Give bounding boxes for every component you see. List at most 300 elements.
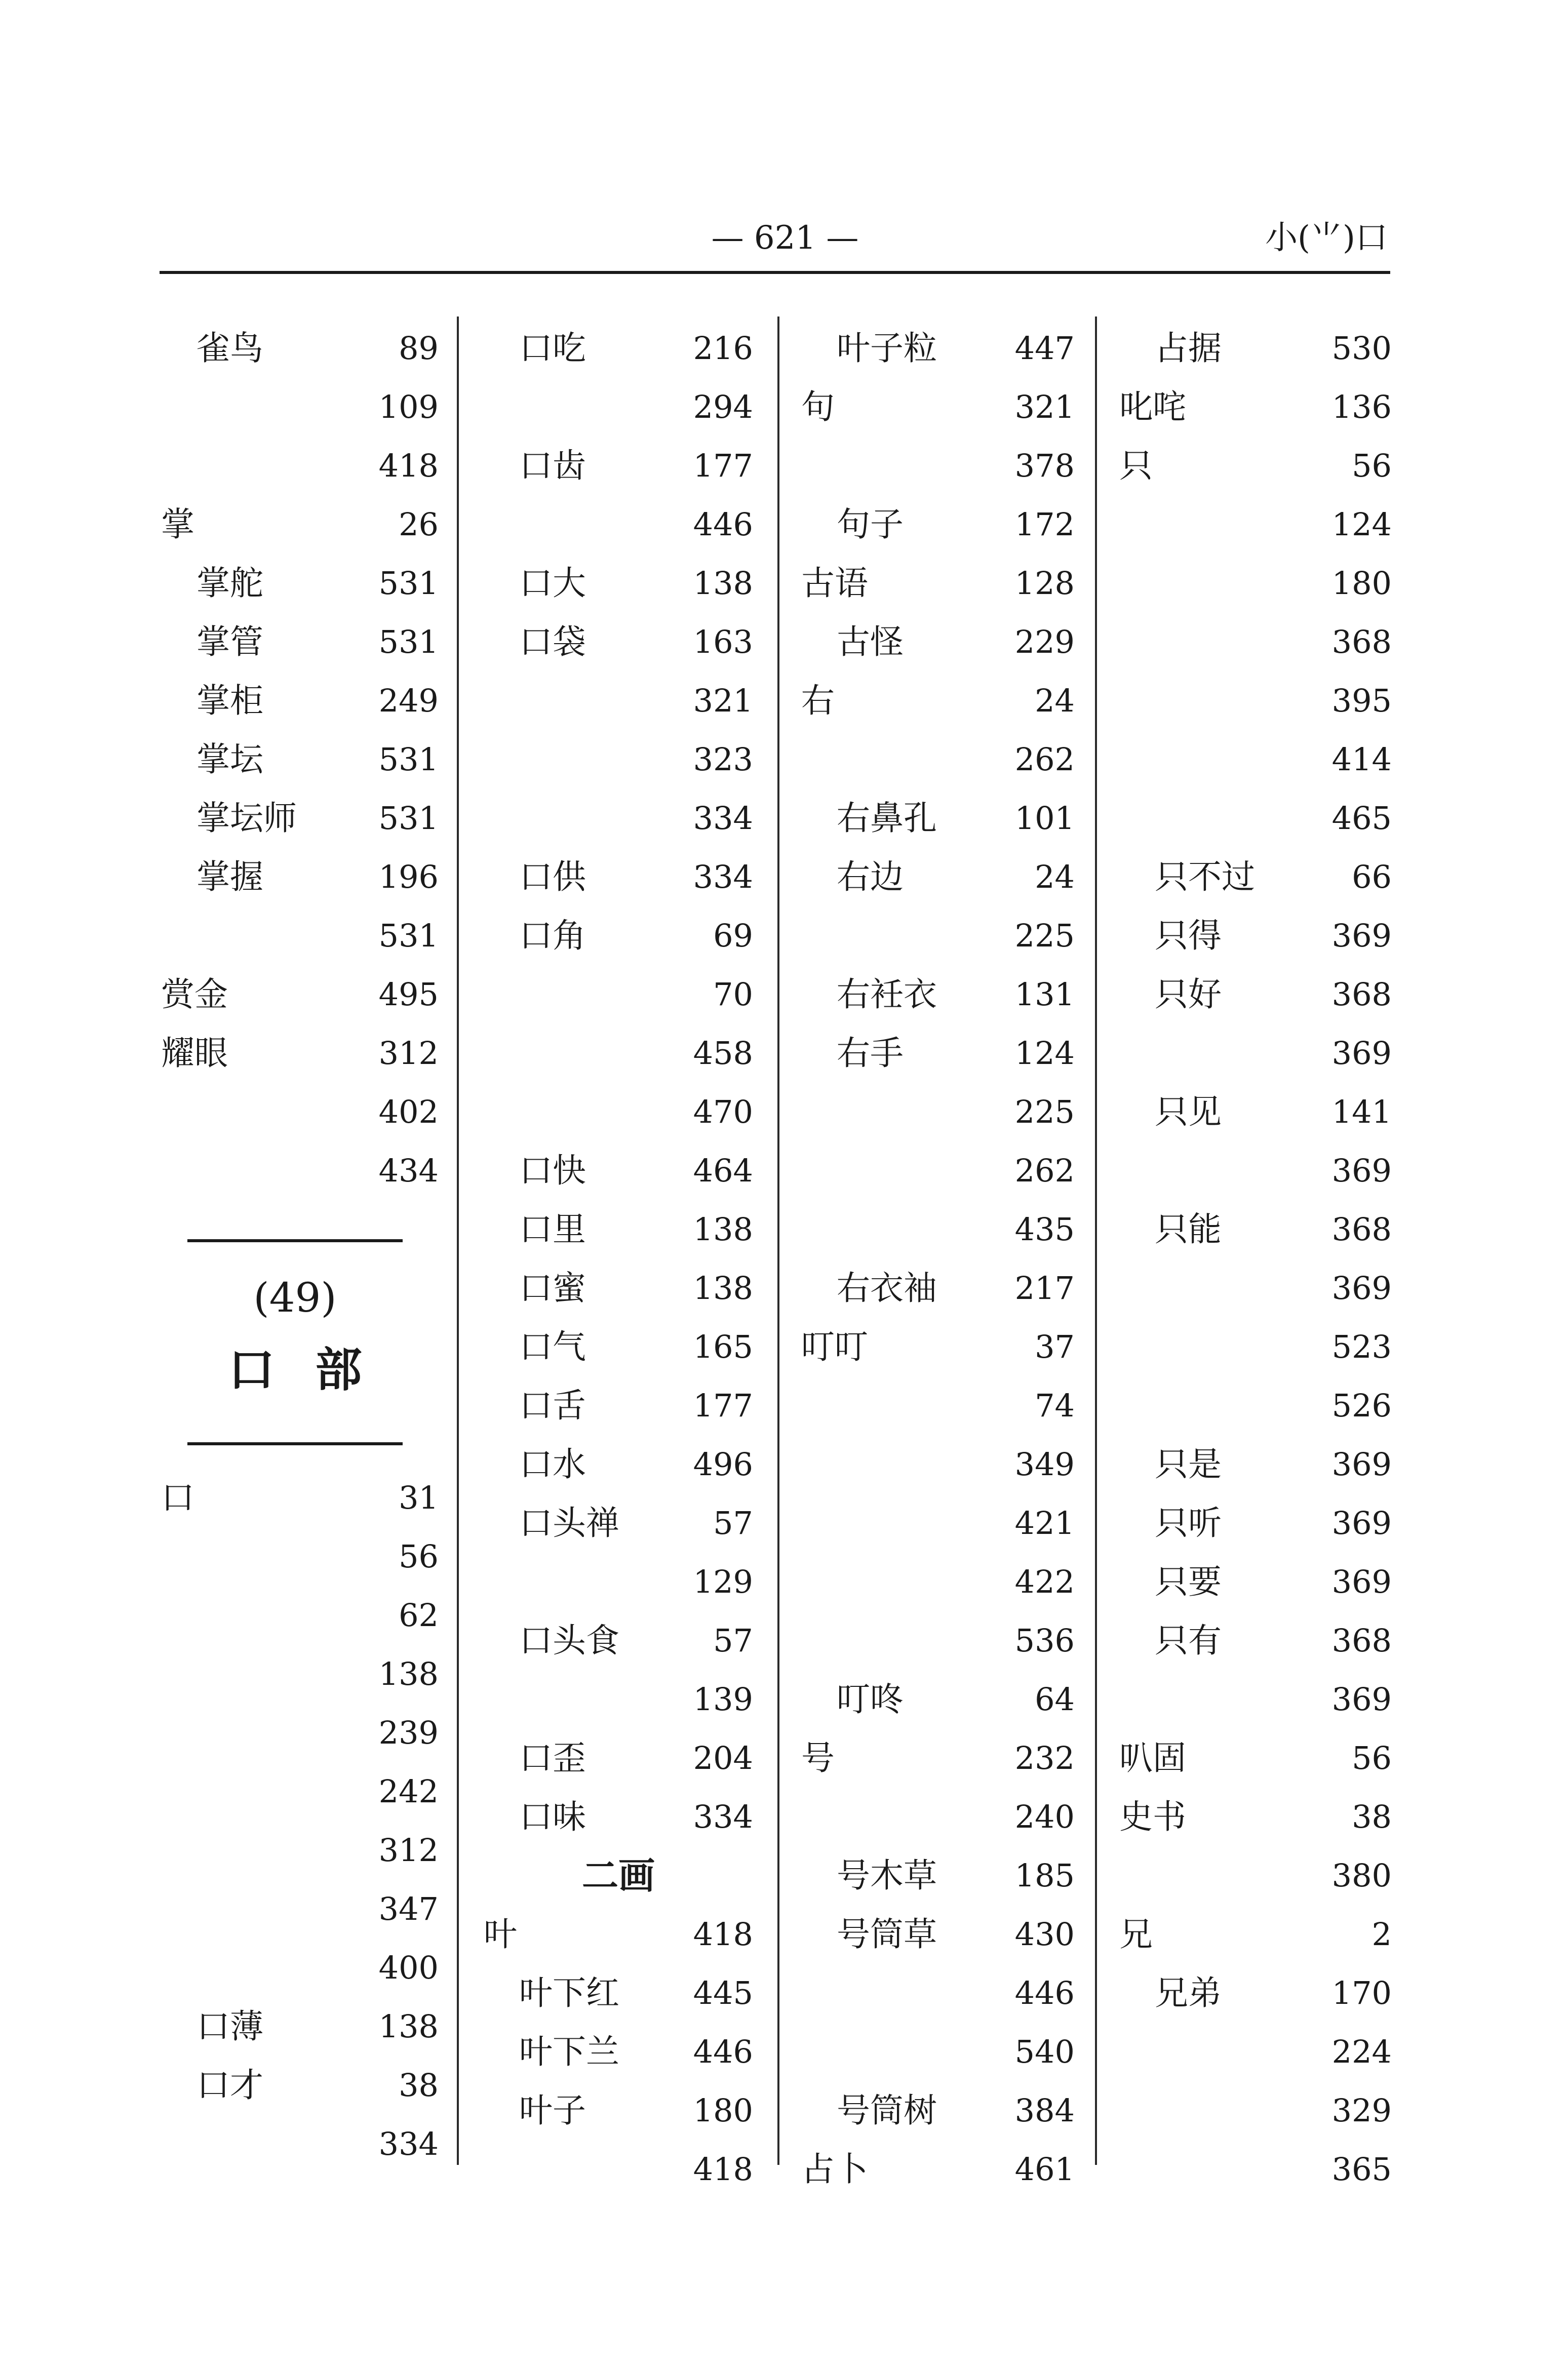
- index-entry: [1119, 1259, 1392, 1318]
- entry-term: 只有: [1155, 1621, 1222, 1660]
- index-entry: [1119, 965, 1392, 1024]
- index-entry: [161, 1527, 439, 1586]
- entry-term: 兄弟: [1155, 1973, 1222, 2012]
- entry-term: 口头食: [519, 1621, 619, 1660]
- entry-page-ref: 369: [1331, 1035, 1392, 1072]
- entry-page-ref: 204: [693, 1740, 753, 1776]
- index-entry: [484, 848, 753, 906]
- index-entry: [801, 2140, 1075, 2199]
- entry-page-ref: 312: [378, 1832, 439, 1869]
- entry-page-ref: 414: [1331, 741, 1392, 778]
- entry-term: 口水: [519, 1445, 586, 1484]
- entry-term: 古语: [801, 564, 868, 603]
- entry-page-ref: 89: [399, 330, 439, 367]
- entry-term: 只得: [1155, 916, 1222, 955]
- entry-page-ref: 334: [693, 1798, 753, 1835]
- index-entry: [1119, 1318, 1392, 1376]
- entry-page-ref: 163: [693, 623, 753, 660]
- entry-page-ref: 224: [1331, 2033, 1392, 2070]
- entry-term: 叮咚: [837, 1680, 904, 1719]
- entry-term: 号筒树: [837, 2091, 937, 2130]
- entry-term: 只是: [1155, 1445, 1222, 1484]
- index-entry: [801, 1494, 1075, 1553]
- entry-page-ref: 368: [1331, 1622, 1392, 1659]
- heading-label: 二画: [581, 1854, 655, 1897]
- index-entry: [1119, 789, 1392, 848]
- index-entry: [801, 1670, 1075, 1729]
- entry-term: 只好: [1155, 975, 1222, 1014]
- entry-term: 口才: [197, 2066, 263, 2105]
- index-entry: [484, 672, 753, 730]
- entry-term: 号木草: [837, 1856, 937, 1895]
- entry-page-ref: 531: [378, 565, 439, 602]
- entry-page-ref: 321: [693, 682, 753, 719]
- entry-page-ref: 446: [1014, 1974, 1075, 2011]
- index-entry: [801, 1788, 1075, 1846]
- entry-page-ref: 435: [1014, 1211, 1075, 1248]
- entry-page-ref: 495: [378, 976, 439, 1013]
- index-column-1-bottom: [161, 1469, 439, 2174]
- index-entry: [801, 554, 1075, 613]
- index-entry: [801, 672, 1075, 730]
- entry-page-ref: 56: [1352, 447, 1392, 484]
- index-column-3: [801, 319, 1075, 2199]
- entry-term: 口吃: [519, 329, 586, 368]
- index-entry: [801, 1553, 1075, 1611]
- entry-page-ref: 400: [378, 1949, 439, 1986]
- entry-term: 只见: [1155, 1092, 1222, 1131]
- entry-term: 口歪: [519, 1739, 586, 1778]
- section-title: 口部: [228, 1342, 403, 1397]
- column-divider: [1095, 317, 1097, 2165]
- entry-page-ref: 70: [713, 976, 753, 1013]
- entry-page-ref: 430: [1014, 1916, 1075, 1953]
- entry-page-ref: 465: [1331, 800, 1392, 837]
- index-entry: [801, 1376, 1075, 1435]
- index-entry: [801, 319, 1075, 378]
- entry-page-ref: 540: [1014, 2033, 1075, 2070]
- index-entry: [484, 1788, 753, 1846]
- entry-page-ref: 217: [1014, 1270, 1075, 1307]
- index-entry: [161, 1880, 439, 1939]
- entry-page-ref: 37: [1035, 1328, 1075, 1365]
- page-number: — 621 —: [711, 219, 859, 257]
- entry-page-ref: 369: [1331, 1152, 1392, 1189]
- entry-page-ref: 180: [1331, 565, 1392, 602]
- entry-term: 右鼻孔: [837, 799, 937, 838]
- index-entry: [161, 1469, 439, 1527]
- entry-page-ref: 262: [1014, 1152, 1075, 1189]
- index-entry: [161, 1939, 439, 1997]
- entry-term: 口供: [519, 857, 586, 896]
- entry-page-ref: 180: [693, 2092, 753, 2129]
- entry-term: 口舌: [519, 1386, 586, 1425]
- entry-page-ref: 496: [693, 1446, 753, 1483]
- entry-page-ref: 138: [693, 565, 753, 602]
- index-entry: [801, 613, 1075, 672]
- entry-page-ref: 172: [1014, 506, 1075, 543]
- index-entry: [161, 1997, 439, 2056]
- index-entry: [1119, 906, 1392, 965]
- entry-term: 掌坛师: [197, 799, 297, 838]
- entry-page-ref: 64: [1035, 1681, 1075, 1718]
- entry-page-ref: 138: [378, 2008, 439, 2045]
- entry-page-ref: 368: [1331, 976, 1392, 1013]
- index-entry: [801, 378, 1075, 437]
- entry-page-ref: 369: [1331, 1563, 1392, 1600]
- index-entry: [1119, 1376, 1392, 1435]
- entry-term: 叭固: [1119, 1739, 1186, 1778]
- entry-page-ref: 124: [1331, 506, 1392, 543]
- entry-page-ref: 434: [378, 1152, 439, 1189]
- entry-term: 掌柜: [197, 681, 263, 720]
- entry-term: 口齿: [519, 446, 586, 485]
- index-entry: [1119, 1964, 1392, 2023]
- entry-page-ref: 109: [378, 388, 439, 425]
- entry-page-ref: 334: [378, 2125, 439, 2162]
- entry-page-ref: 380: [1331, 1857, 1392, 1894]
- index-entry: [484, 906, 753, 965]
- column-divider: [457, 317, 459, 2165]
- entry-term: 耀眼: [161, 1034, 228, 1073]
- index-entry: [484, 1435, 753, 1494]
- index-entry: [484, 319, 753, 378]
- index-entry: [484, 495, 753, 554]
- entry-term: 叶下红: [519, 1973, 619, 2012]
- entry-page-ref: 24: [1035, 682, 1075, 719]
- entry-term: 赏金: [161, 975, 228, 1014]
- index-entry: [801, 1024, 1075, 1083]
- index-entry: [161, 1704, 439, 1762]
- index-entry: [1119, 1905, 1392, 1964]
- entry-term: 口蜜: [519, 1269, 586, 1308]
- index-entry: [1119, 1435, 1392, 1494]
- entry-page-ref: 369: [1331, 1681, 1392, 1718]
- entry-term: 口快: [519, 1151, 586, 1190]
- entry-page-ref: 329: [1331, 2092, 1392, 2129]
- entry-page-ref: 262: [1014, 741, 1075, 778]
- index-entry: [1119, 1553, 1392, 1611]
- index-entry: [801, 1200, 1075, 1259]
- index-entry: [801, 848, 1075, 906]
- index-entry: [161, 319, 439, 378]
- index-entry: [484, 2140, 753, 2199]
- index-entry: [1119, 613, 1392, 672]
- index-entry: [1119, 848, 1392, 906]
- entry-term: 句子: [837, 505, 904, 544]
- index-entry: [484, 1024, 753, 1083]
- entry-page-ref: 225: [1014, 917, 1075, 954]
- entry-page-ref: 402: [378, 1093, 439, 1130]
- index-entry: [801, 1141, 1075, 1200]
- index-entry: [801, 2023, 1075, 2081]
- section-rule-bottom: [187, 1442, 403, 1445]
- entry-page-ref: 461: [1014, 2151, 1075, 2188]
- entry-term: 叮叮: [801, 1327, 868, 1366]
- entry-term: 只不过: [1155, 857, 1255, 896]
- entry-page-ref: 141: [1331, 1093, 1392, 1130]
- entry-term: 口角: [519, 916, 586, 955]
- index-entry: [161, 1762, 439, 1821]
- index-entry: [801, 730, 1075, 789]
- entry-term: 掌管: [197, 622, 263, 661]
- entry-page-ref: 249: [378, 682, 439, 719]
- entry-page-ref: 365: [1331, 2151, 1392, 2188]
- entry-page-ref: 128: [1014, 565, 1075, 602]
- index-entry: [161, 1141, 439, 1200]
- index-column-2: [484, 319, 753, 2199]
- entry-term: 号: [801, 1739, 835, 1778]
- index-entry: [161, 672, 439, 730]
- index-entry: [161, 1645, 439, 1704]
- entry-term: 史书: [1119, 1797, 1186, 1836]
- entry-page-ref: 242: [378, 1773, 439, 1810]
- entry-term: 只听: [1155, 1504, 1222, 1543]
- entry-page-ref: 138: [693, 1270, 753, 1307]
- entry-page-ref: 458: [693, 1035, 753, 1072]
- entry-page-ref: 321: [1014, 388, 1075, 425]
- entry-term: 兄: [1119, 1915, 1153, 1954]
- entry-term: 右边: [837, 857, 904, 896]
- index-entry: [484, 437, 753, 495]
- index-entry: [1119, 554, 1392, 613]
- index-entry: [161, 1083, 439, 1141]
- entry-page-ref: 129: [693, 1563, 753, 1600]
- index-entry: [1119, 1670, 1392, 1729]
- entry-page-ref: 232: [1014, 1740, 1075, 1776]
- entry-term: 只: [1119, 446, 1153, 485]
- index-entry: [1119, 437, 1392, 495]
- index-entry: [161, 495, 439, 554]
- index-entry: [801, 1435, 1075, 1494]
- entry-page-ref: 131: [1014, 976, 1075, 1013]
- entry-page-ref: 347: [378, 1890, 439, 1927]
- entry-page-ref: 177: [693, 1387, 753, 1424]
- index-column-1-top: [161, 319, 439, 1200]
- entry-term: 口头禅: [519, 1504, 619, 1543]
- index-entry: [484, 1141, 753, 1200]
- index-entry: [801, 1318, 1075, 1376]
- entry-page-ref: 38: [1352, 1798, 1392, 1835]
- index-entry: [484, 965, 753, 1024]
- entry-term: 掌: [161, 505, 194, 544]
- entry-page-ref: 536: [1014, 1622, 1075, 1659]
- entry-page-ref: 239: [378, 1714, 439, 1751]
- entry-page-ref: 531: [378, 741, 439, 778]
- entry-page-ref: 177: [693, 447, 753, 484]
- entry-page-ref: 56: [1352, 1740, 1392, 1776]
- index-entry: [161, 554, 439, 613]
- entry-term: 掌握: [197, 857, 263, 896]
- entry-page-ref: 24: [1035, 858, 1075, 895]
- entry-term: 掌坛: [197, 740, 263, 779]
- entry-page-ref: 38: [399, 2067, 439, 2104]
- index-entry: [484, 1964, 753, 2023]
- index-entry: [484, 1318, 753, 1376]
- entry-page-ref: 369: [1331, 1270, 1392, 1307]
- entry-page-ref: 384: [1014, 2092, 1075, 2129]
- index-entry: [161, 1821, 439, 1880]
- index-entry: [801, 1611, 1075, 1670]
- entry-page-ref: 421: [1014, 1505, 1075, 1542]
- index-entry: [484, 554, 753, 613]
- entry-page-ref: 395: [1331, 682, 1392, 719]
- entry-term: 叶下兰: [519, 2032, 619, 2071]
- index-entry: [161, 1024, 439, 1083]
- entry-page-ref: 136: [1331, 388, 1392, 425]
- entry-term: 只能: [1155, 1210, 1222, 1249]
- entry-term: 口味: [519, 1797, 586, 1836]
- index-entry: [1119, 2023, 1392, 2081]
- entry-page-ref: 196: [378, 858, 439, 895]
- entry-page-ref: 422: [1014, 1563, 1075, 1600]
- index-entry: [161, 730, 439, 789]
- entry-page-ref: 446: [693, 506, 753, 543]
- index-entry: [484, 378, 753, 437]
- entry-page-ref: 447: [1014, 330, 1075, 367]
- entry-term: 口里: [519, 1210, 586, 1249]
- entry-page-ref: 294: [693, 388, 753, 425]
- index-entry: [161, 906, 439, 965]
- index-entry: [801, 789, 1075, 848]
- entry-term: 号筒草: [837, 1915, 937, 1954]
- index-entry: [484, 2081, 753, 2140]
- entry-page-ref: 369: [1331, 1446, 1392, 1483]
- entry-page-ref: 334: [693, 858, 753, 895]
- index-entry: [801, 1259, 1075, 1318]
- index-entry: [161, 1586, 439, 1645]
- index-entry: [1119, 1200, 1392, 1259]
- stroke-count-heading: [484, 1846, 753, 1905]
- section-rule-top: [187, 1239, 403, 1242]
- entry-page-ref: 378: [1014, 447, 1075, 484]
- entry-page-ref: 531: [378, 800, 439, 837]
- entry-page-ref: 530: [1331, 330, 1392, 367]
- entry-term: 右: [801, 681, 835, 720]
- entry-page-ref: 368: [1331, 623, 1392, 660]
- entry-page-ref: 523: [1331, 1328, 1392, 1365]
- entry-page-ref: 138: [693, 1211, 753, 1248]
- index-entry: [484, 1376, 753, 1435]
- index-entry: [484, 1729, 753, 1788]
- index-entry: [801, 1905, 1075, 1964]
- index-entry: [484, 2023, 753, 2081]
- entry-term: 掌舵: [197, 564, 263, 603]
- index-entry: [1119, 319, 1392, 378]
- entry-page-ref: 368: [1331, 1211, 1392, 1248]
- index-entry: [1119, 730, 1392, 789]
- entry-page-ref: 170: [1331, 1974, 1392, 2011]
- index-entry: [1119, 1083, 1392, 1141]
- entry-page-ref: 66: [1352, 858, 1392, 895]
- entry-term: 口袋: [519, 622, 586, 661]
- index-entry: [1119, 1141, 1392, 1200]
- entry-term: 叱咤: [1119, 387, 1186, 426]
- entry-page-ref: 229: [1014, 623, 1075, 660]
- index-entry: [161, 437, 439, 495]
- index-entry: [484, 613, 753, 672]
- entry-page-ref: 138: [378, 1655, 439, 1692]
- index-entry: [1119, 495, 1392, 554]
- entry-page-ref: 216: [693, 330, 753, 367]
- header-rule: [160, 271, 1390, 274]
- entry-page-ref: 124: [1014, 1035, 1075, 1072]
- entry-page-ref: 369: [1331, 917, 1392, 954]
- entry-term: 右衽衣: [837, 975, 937, 1014]
- entry-term: 叶子粒: [837, 329, 937, 368]
- entry-page-ref: 312: [378, 1035, 439, 1072]
- entry-page-ref: 418: [693, 1916, 753, 1953]
- index-entry: [484, 1670, 753, 1729]
- entry-page-ref: 334: [693, 800, 753, 837]
- index-entry: [484, 1553, 753, 1611]
- entry-page-ref: 57: [713, 1622, 753, 1659]
- index-entry: [1119, 672, 1392, 730]
- entry-page-ref: 31: [399, 1479, 439, 1516]
- entry-term: 口气: [519, 1327, 586, 1366]
- entry-page-ref: 101: [1014, 800, 1075, 837]
- entry-page-ref: 240: [1014, 1798, 1075, 1835]
- index-entry: [484, 1611, 753, 1670]
- entry-page-ref: 57: [713, 1505, 753, 1542]
- entry-page-ref: 26: [399, 506, 439, 543]
- index-entry: [801, 965, 1075, 1024]
- index-entry: [801, 1729, 1075, 1788]
- entry-term: 雀鸟: [197, 329, 263, 368]
- section-number: (49): [253, 1274, 337, 1321]
- index-entry: [801, 495, 1075, 554]
- entry-page-ref: 526: [1331, 1387, 1392, 1424]
- index-entry: [801, 906, 1075, 965]
- index-entry: [1119, 1611, 1392, 1670]
- entry-page-ref: 225: [1014, 1093, 1075, 1130]
- index-entry: [1119, 2140, 1392, 2199]
- entry-page-ref: 464: [693, 1152, 753, 1189]
- index-entry: [1119, 1494, 1392, 1553]
- column-divider: [777, 317, 779, 2165]
- entry-page-ref: 349: [1014, 1446, 1075, 1483]
- entry-page-ref: 531: [378, 917, 439, 954]
- index-entry: [484, 1083, 753, 1141]
- index-entry: [161, 2115, 439, 2174]
- index-column-4: [1119, 319, 1392, 2199]
- index-entry: [161, 848, 439, 906]
- index-entry: [1119, 1024, 1392, 1083]
- entry-term: 占据: [1155, 329, 1222, 368]
- index-entry: [1119, 1788, 1392, 1846]
- index-entry: [484, 1905, 753, 1964]
- entry-page-ref: 446: [693, 2033, 753, 2070]
- entry-term: 句: [801, 387, 835, 426]
- entry-term: 叶子: [519, 2091, 586, 2130]
- entry-term: 只要: [1155, 1562, 1222, 1601]
- entry-page-ref: 470: [693, 1093, 753, 1130]
- index-entry: [161, 613, 439, 672]
- index-entry: [484, 730, 753, 789]
- entry-term: 口大: [519, 564, 586, 603]
- index-entry: [801, 437, 1075, 495]
- entry-page-ref: 62: [399, 1597, 439, 1634]
- entry-page-ref: 74: [1035, 1387, 1075, 1424]
- entry-page-ref: 69: [713, 917, 753, 954]
- index-entry: [161, 2056, 439, 2115]
- index-entry: [801, 1964, 1075, 2023]
- entry-term: 口薄: [197, 2007, 263, 2046]
- entry-page-ref: 56: [399, 1538, 439, 1575]
- index-entry: [1119, 1846, 1392, 1905]
- index-entry: [161, 378, 439, 437]
- entry-page-ref: 2: [1371, 1916, 1392, 1953]
